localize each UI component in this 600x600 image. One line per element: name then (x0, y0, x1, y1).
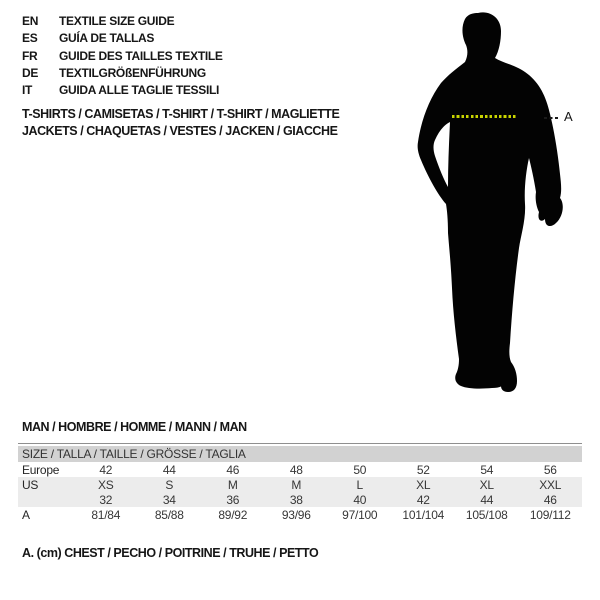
measurement-footnote: A. (cm) CHEST / PECHO / POITRINE / TRUHE / PETTO (22, 546, 319, 560)
table-cell: L (328, 477, 392, 492)
language-code: IT (22, 83, 33, 98)
table-top-divider (18, 443, 582, 444)
chest-measure-dashes (452, 115, 516, 118)
language-code: DE (22, 65, 39, 80)
language-label: TEXTILE SIZE GUIDE (59, 14, 175, 28)
category-line-jackets: JACKETS / CHAQUETAS / VESTES / JACKEN / GIACCHE (22, 124, 338, 138)
size-table-header-row (18, 446, 582, 462)
table-cell: 42 (392, 492, 456, 507)
table-cell: 85/88 (154, 507, 184, 522)
table-cell: 44 (162, 462, 176, 477)
table-cell: 34 (138, 492, 202, 507)
table-cell: 36 (201, 492, 265, 507)
table-cell: M (201, 477, 265, 492)
language-row-es (22, 30, 223, 47)
row-label: US (18, 477, 74, 492)
language-row-fr (22, 48, 223, 65)
size-table (18, 446, 582, 522)
language-row-it (22, 82, 223, 99)
man-silhouette (408, 5, 573, 400)
table-cell: 93/96 (281, 507, 311, 522)
language-label: TEXTILGRÖßENFÜHRUNG (59, 65, 206, 80)
table-cell: 38 (265, 492, 329, 507)
language-label: GUÍA DE TALLAS (59, 31, 155, 46)
table-row-chest-cm (18, 507, 582, 522)
table-cell: 42 (99, 462, 113, 477)
language-list (22, 13, 223, 99)
table-cell: 40 (328, 492, 392, 507)
size-table-header: SIZE / TALLA / TAILLE / GRÖSSE / TAGLIA (18, 446, 582, 462)
table-cell: 50 (353, 462, 367, 477)
table-cell: XL (392, 477, 456, 492)
table-cell: XXL (519, 477, 583, 492)
row-label: A (22, 507, 30, 522)
table-cell: 56 (543, 462, 557, 477)
measure-leader-dashes (544, 117, 561, 119)
language-label: GUIDA ALLE TAGLIE TESSILI (59, 83, 220, 98)
language-code: EN (22, 14, 39, 28)
table-row-us (18, 477, 582, 492)
table-row-us-numeric (18, 492, 582, 507)
table-row-europe (18, 462, 582, 477)
table-cell: 101/104 (402, 507, 445, 522)
table-cell: 105/108 (465, 507, 508, 522)
table-cell: 48 (289, 462, 303, 477)
table-cell: 52 (416, 462, 430, 477)
language-row-de (22, 65, 223, 82)
table-cell: 81/84 (91, 507, 121, 522)
table-cell: 44 (455, 492, 519, 507)
table-cell: 97/100 (342, 507, 378, 522)
man-silhouette-figure (408, 5, 573, 400)
table-cell: S (138, 477, 202, 492)
table-cell: 46 (519, 492, 583, 507)
language-code: FR (22, 48, 38, 63)
row-label: Europe (22, 462, 60, 477)
table-cell: 109/112 (529, 507, 571, 522)
table-cell: 46 (226, 462, 240, 477)
table-cell: M (265, 477, 329, 492)
language-code: ES (22, 31, 38, 46)
table-cell: 54 (480, 462, 494, 477)
category-line-tshirts: T-SHIRTS / CAMISETAS / T-SHIRT / T-SHIRT / MAGLIETTE (22, 107, 340, 121)
table-cell: XS (74, 477, 138, 492)
table-cell: 89/92 (218, 507, 248, 522)
language-row-en (22, 13, 223, 30)
table-cell: XL (455, 477, 519, 492)
table-cell: 32 (74, 492, 138, 507)
row-label (18, 492, 74, 507)
measure-label-a: A (564, 109, 573, 124)
category-block (22, 106, 339, 140)
size-table-section (18, 443, 582, 522)
language-label: GUIDE DES TAILLES TEXTILE (59, 48, 223, 63)
section-title: MAN / HOMBRE / HOMME / MANN / MAN (22, 420, 247, 434)
